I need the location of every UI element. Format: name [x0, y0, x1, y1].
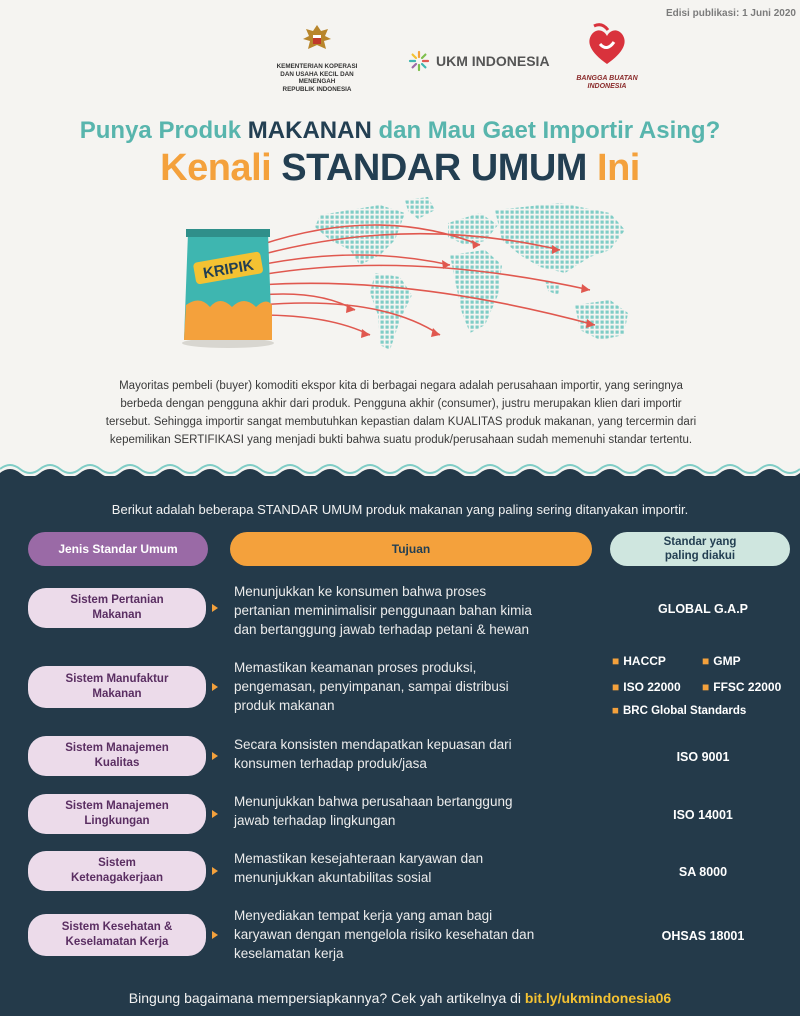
header-tujuan: Tujuan	[230, 532, 592, 566]
headline-q-part1: Punya Produk	[79, 117, 248, 144]
bangga-buatan-indonesia-logo	[572, 20, 642, 91]
standard-label: GMP	[713, 654, 741, 668]
row-desc-line: Menunjukkan ke konsumen bahwa proses	[234, 584, 487, 599]
row-name-line: Sistem Manajemen	[65, 742, 169, 754]
bullet-icon: ■	[612, 680, 620, 694]
header-standar-line-2: paling diakui	[664, 550, 736, 562]
world-map	[315, 197, 628, 350]
headline-main-part1: Kenali	[160, 147, 282, 189]
row-name-line: Keselamatan Kerja	[65, 936, 169, 948]
row-desc-ketenagakerjaan	[234, 849, 594, 887]
footer-link[interactable]: bit.ly/ukmindonesia06	[524, 990, 672, 1006]
bbi-line-1: BANGGA BUATAN	[576, 75, 638, 82]
headline-main-part2: STANDAR UMUM	[281, 147, 587, 189]
standard-label: HACCP	[623, 654, 666, 668]
ukm-sunburst-icon	[408, 50, 430, 72]
standard-item	[702, 654, 741, 668]
intro-paragraph	[75, 377, 727, 449]
wave-divider	[0, 455, 800, 487]
row-desc-line: Menyediakan tempat kerja yang aman bagi	[234, 908, 493, 923]
row-name-line: Sistem Manufaktur	[65, 673, 169, 685]
row-name-line: Sistem	[98, 857, 136, 869]
row-name-line: Kualitas	[94, 757, 140, 769]
row-name-kualitas	[28, 736, 206, 776]
row-desc-line: karyawan dengan mengelola risiko kesehatan dan	[234, 927, 535, 942]
ministry-line-3: REPUBLIK INDONESIA	[282, 85, 352, 93]
footer-text: Bingung bagaimana mempersiapkannya? Cek yah artikelnya di	[128, 990, 525, 1006]
bag-label: KRIPIK	[201, 256, 255, 283]
bullet-icon: ■	[612, 705, 619, 717]
headline-q-part3: dan Mau Gaet Importir Asing?	[371, 117, 721, 144]
headline-main-part3: Ini	[586, 147, 640, 189]
row-name-line: Sistem Kesehatan &	[61, 921, 173, 933]
row-desc-pertanian	[234, 582, 594, 639]
row-desc-line: Menunjukkan bahwa perusahaan bertanggung	[234, 794, 513, 809]
bullet-icon: ■	[612, 654, 620, 668]
standard-item	[612, 654, 666, 668]
standard-item	[612, 680, 681, 694]
row-desc-line: keselamatan kerja	[234, 946, 344, 961]
row-arrow-icon	[212, 683, 218, 691]
header-jenis-standar: Jenis Standar Umum	[28, 532, 208, 566]
bbi-heart-icon	[582, 20, 632, 70]
header-standar-line-1: Standar yang	[663, 536, 737, 548]
row-standards-manufaktur	[612, 654, 800, 726]
standard-label: ISO 22000	[623, 680, 681, 694]
ukm-indonesia-logo	[408, 50, 550, 72]
kripik-bag	[182, 229, 274, 348]
bullet-icon: ■	[702, 654, 710, 668]
standards-subtitle: Berikut adalah beberapa STANDAR UMUM produk makanan yang paling sering ditanyakan importir.	[111, 502, 689, 517]
headline-main	[0, 147, 800, 190]
row-name-line: Lingkungan	[84, 815, 150, 827]
row-desc-k3	[234, 906, 594, 963]
export-illustration	[180, 195, 640, 370]
standard-item	[612, 705, 746, 717]
row-desc-lingkungan	[234, 792, 594, 830]
ministry-line-2: DAN USAHA KECIL DAN MENENGAH	[280, 70, 354, 85]
row-desc-line: pertanian meminimalisir penggunaan bahan kimia	[234, 603, 532, 618]
row-desc-line: jawab terhadap lingkungan	[234, 813, 396, 828]
row-desc-line: menunjukkan akuntabilitas sosial	[234, 870, 432, 885]
row-standard-lingkungan: ISO 14001	[673, 808, 733, 822]
row-desc-manufaktur	[234, 658, 594, 715]
row-name-k3	[28, 914, 206, 956]
row-desc-kualitas	[234, 735, 594, 773]
row-arrow-icon	[212, 604, 218, 612]
row-name-line: Makanan	[92, 609, 142, 621]
standard-item	[702, 680, 781, 694]
row-name-ketenagakerjaan	[28, 851, 206, 891]
footer-cta	[0, 990, 800, 1006]
intro-line-2: berbeda dengan pengguna akhir dari produk. Pengguna akhir (consumer), justru merupakan klien dari importir	[120, 398, 682, 410]
row-name-line: Makanan	[92, 688, 142, 700]
row-arrow-icon	[212, 810, 218, 818]
row-standard-kualitas: ISO 9001	[676, 750, 730, 764]
intro-line-1: Mayoritas pembeli (buyer) komoditi ekspor kita di berbagai negara adalah perusahaan importir, yang seringnya	[119, 380, 683, 392]
row-desc-line: produk makanan	[234, 698, 335, 713]
row-desc-line: konsumen terhadap produk/jasa	[234, 756, 427, 771]
intro-line-3: tersebut. Sehingga importir sangat membutuhkan kepastian dalam KUALITAS produk makanan, yang tercermin dari	[105, 416, 697, 428]
headline-question	[0, 117, 800, 145]
garuda-emblem-icon	[300, 22, 334, 56]
bbi-line-2: INDONESIA	[587, 83, 627, 90]
row-desc-line: pengemasan, penyimpanan, sampai distribusi	[234, 679, 509, 694]
row-arrow-icon	[212, 931, 218, 939]
ukm-logo-text: UKM INDONESIA	[436, 53, 550, 69]
edition-date: Edisi publikasi: 1 Juni 2020	[665, 8, 796, 19]
standard-label: BRC Global Standards	[622, 705, 747, 717]
row-desc-line: dan bertanggung jawab terhadap petani & hewan	[234, 622, 529, 637]
row-standard-k3: OHSAS 18001	[661, 929, 745, 943]
row-standard-ketenagakerjaan: SA 8000	[678, 865, 728, 879]
row-name-manufaktur	[28, 666, 206, 708]
row-desc-line: Memastikan keamanan proses produksi,	[234, 660, 477, 675]
row-arrow-icon	[212, 867, 218, 875]
ministry-line-1: KEMENTERIAN KOPERASI	[276, 63, 358, 70]
row-name-line: Ketenagakerjaan	[70, 872, 164, 884]
row-desc-line: Secara konsisten mendapatkan kepuasan dari	[234, 737, 512, 752]
intro-line-4: kepemilikan SERTIFIKASI yang menjadi bukti bahwa suatu produk/perusahaan sudah memenuhi standar tertentu.	[109, 434, 693, 446]
row-standard-pertanian: GLOBAL G.A.P	[657, 602, 749, 616]
row-name-pertanian	[28, 588, 206, 628]
row-name-line: Sistem Manajemen	[65, 800, 169, 812]
bullet-icon: ■	[702, 680, 710, 694]
ministry-logo	[262, 22, 372, 93]
headline-q-part2: MAKANAN	[247, 117, 372, 144]
header-standar-diakui	[610, 532, 790, 566]
standard-label: FFSC 22000	[713, 680, 782, 694]
row-arrow-icon	[212, 752, 218, 760]
row-desc-line: Memastikan kesejahteraan karyawan dan	[234, 851, 484, 866]
row-name-line: Sistem Pertanian	[70, 594, 164, 606]
row-name-lingkungan	[28, 794, 206, 834]
